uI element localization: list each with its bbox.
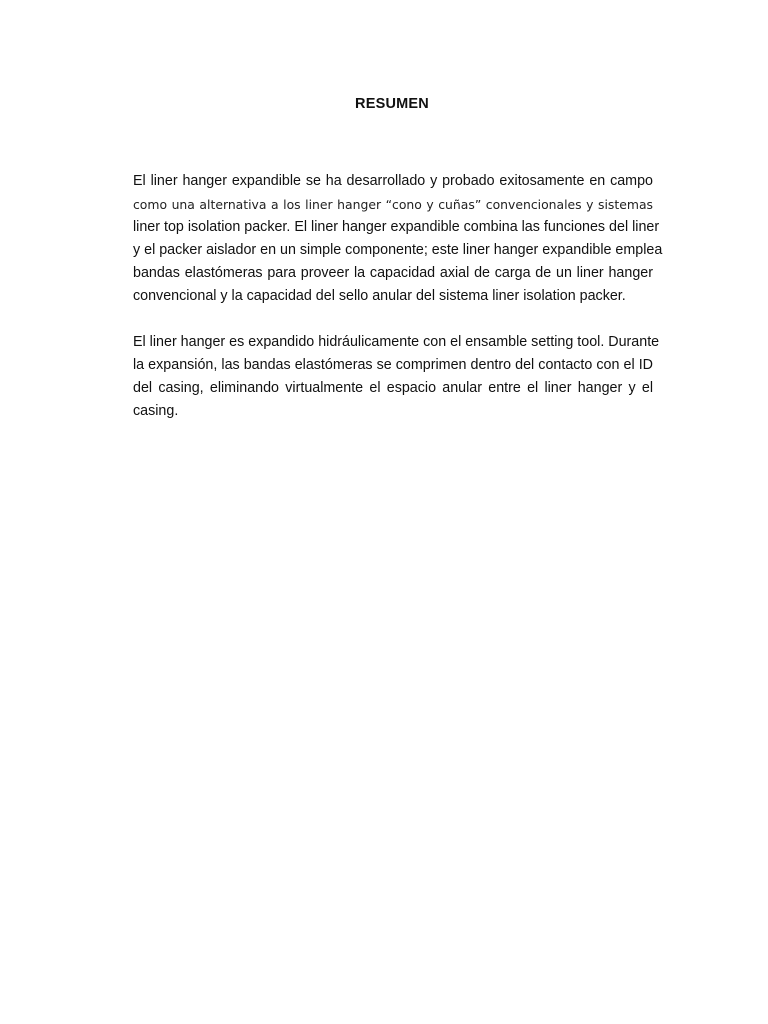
paragraph-line: El liner hanger es expandido hidráulicamente con el ensamble setting tool. Durante	[133, 334, 660, 350]
paragraph-line: casing.	[133, 403, 179, 420]
paragraph-line: y el packer aislador en un simple componente; este liner hanger expandible emplea	[133, 242, 663, 259]
paragraph-line: del casing, eliminando virtualmente el espacio anular entre el liner hanger y el	[133, 380, 653, 397]
paragraph-2	[133, 331, 660, 423]
paragraph-line: como una alternativa a los liner hanger “cono y cuñas” convencionales y sistemas	[133, 197, 653, 213]
paragraph-line: liner top isolation packer. El liner hanger expandible combina las funciones del liner	[133, 219, 660, 236]
paragraph-1	[133, 170, 663, 309]
paragraph-line: la expansión, las bandas elastómeras se comprimen dentro del contacto con el ID	[133, 357, 653, 374]
paragraph-line: bandas elastómeras para proveer la capacidad axial de carga de un liner hanger	[133, 265, 653, 282]
paragraph-line: convencional y la capacidad del sello anular del sistema liner isolation packer.	[133, 288, 626, 305]
document-title: RESUMEN	[355, 96, 429, 112]
paragraph-line: El liner hanger expandible se ha desarrollado y probado exitosamente en campo	[133, 173, 653, 189]
